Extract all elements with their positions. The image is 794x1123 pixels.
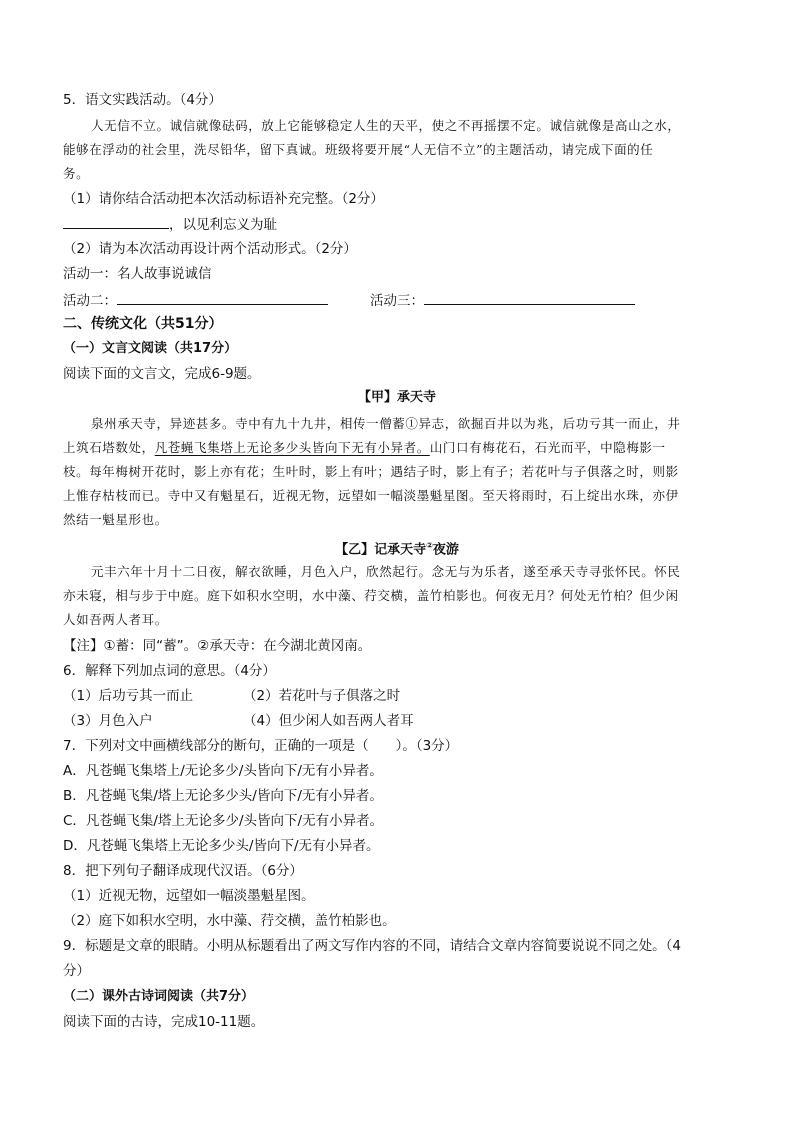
q5-para-line1: 人无信不立。诚信就像砝码，放上它能够稳定人生的天平，使之不再摇摆不定。诚信就像是高山之水， — [91, 118, 681, 133]
activity-two-blank[interactable] — [117, 290, 328, 305]
slogan-suffix: ，以见利忘义为耻 — [169, 217, 277, 233]
q6-items-row2 — [63, 711, 414, 731]
jia-line3: 枝。每年梅树开花时，影上亦有花；生叶时，影上有叶；遇结子时，影上有子；若花叶与子俱落之时，则影 — [63, 464, 679, 479]
activity-three-label: 活动三： — [370, 293, 424, 309]
jia-line2-post: 山门口有梅花石，石光而平，中隐梅影一 — [429, 440, 666, 455]
part2-title: （二）课外古诗词阅读（共7分） — [63, 989, 255, 1004]
q5-sub1: （1）请你结合活动把本次活动标语补充完整。（2分） — [63, 191, 384, 207]
yi-title-sup: ② — [426, 541, 433, 550]
q8-sentence1: （1）近视无物，远望如一幅淡墨魁星图。 — [63, 888, 315, 904]
activity-three-blank[interactable] — [424, 290, 635, 305]
q5-sub2: （2）请为本次活动再设计两个活动形式。（2分） — [63, 241, 357, 257]
q5-title: 5．语文实践活动。（4分） — [63, 92, 222, 108]
part1-title: （一）文言文阅读（共17分） — [63, 341, 238, 356]
jia-line2 — [63, 438, 666, 458]
activity-one: 活动一：名人故事说诚信 — [63, 266, 212, 282]
q7-title: 7．下列对文中画横线部分的断句，正确的一项是（ ）。（3分） — [63, 738, 459, 754]
q9-title-line1: 9．标题是文章的眼睛。小明从标题看出了两文写作内容的不同，请结合文章内容简要说说不同之处。（4 — [63, 938, 681, 954]
q5-slogan-line — [63, 214, 277, 235]
q7-option-a[interactable]: A．凡苍蝇飞集塔上/无论多少/头皆向下/无有小异者。 — [63, 763, 383, 779]
q6-title: 6．解释下列加点词的意思。（4分） — [63, 663, 276, 679]
q7-option-d[interactable]: D．凡苍蝇飞集塔上无论多少头/皆向下/无有小异者。 — [63, 838, 380, 854]
jia-title: 【甲】承天寺 — [357, 390, 436, 405]
jia-line2-pre: 上筑石塔数处， — [63, 440, 155, 455]
q8-sentence2: （2）庭下如积水空明，水中藻、荇交横，盖竹柏影也。 — [63, 913, 396, 929]
jia-line5: 然结一魁星形也。 — [63, 512, 168, 527]
yi-title — [0, 536, 794, 560]
q6-item3: （3）月色入户 — [63, 713, 153, 729]
yi-line1: 元丰六年十月十二日夜，解衣欲睡，月色入户，欣然起行。念无与为乐者，遂至承天寺寻张怀民。怀民 — [91, 564, 681, 579]
q6-items-row1 — [63, 686, 400, 706]
activity-two-label: 活动二： — [63, 293, 117, 309]
q8-title: 8．把下列句子翻译成现代汉语。（6分） — [63, 863, 303, 879]
jia-line4: 上惟存枯枝而已。寺中又有魁星石，近视无物，远望如一幅淡墨魁星图。至天将雨时，石上绽出水珠，亦伊 — [63, 488, 679, 503]
underlined-sentence: 凡苍蝇飞集塔上无论多少头皆向下无有小异者。 — [154, 440, 430, 455]
part1-intro: 阅读下面的文言文，完成6-9题。 — [63, 366, 261, 382]
q5-para-line3: 务。 — [63, 166, 90, 181]
q7-option-b[interactable]: B．凡苍蝇飞集/塔上无论多少头/皆向下/无有小异者。 — [63, 788, 383, 804]
yi-line2: 亦未寝，相与步于中庭。庭下如积水空明，水中藻、荇交横，盖竹柏影也。何夜无月？何处无竹柏？但少闲 — [63, 588, 679, 603]
activity-row — [63, 290, 635, 311]
q6-item2: （2）若花叶与子俱落之时 — [243, 688, 401, 704]
q6-item4: （4）但少闲人如吾两人者耳 — [243, 713, 414, 729]
yi-title-tail: 夜游 — [432, 542, 459, 558]
jia-line1: 泉州承天寺，异迹甚多。寺中有九十九井，相传一僧蓄①异志，欲掘百井以为兆，后功亏其一而止，井 — [91, 416, 681, 431]
q5-para-line2: 能够在浮动的社会里，洗尽铅华，留下真诚。班级将要开展“人无信不立”的主题活动，请完成下面的任 — [63, 142, 654, 157]
q7-option-c[interactable]: C．凡苍蝇飞集/塔上无论多少/头皆向下/无有小异者。 — [63, 813, 384, 829]
part2-intro: 阅读下面的古诗，完成10-11题。 — [63, 1014, 265, 1030]
section2-title: 二、传统文化（共51分） — [63, 316, 223, 332]
yi-line3: 人如吾两人者耳。 — [63, 612, 168, 627]
q6-item1: （1）后功亏其一而止 — [63, 688, 194, 704]
q9-title-line2: 分） — [63, 963, 90, 979]
slogan-answer-blank[interactable] — [63, 214, 169, 229]
annotation-note: 【注】①蓄：同“蓄”。②承天寺：在今湖北黄冈南。 — [63, 638, 372, 654]
yi-title-main: 【乙】记承天寺 — [335, 542, 427, 558]
